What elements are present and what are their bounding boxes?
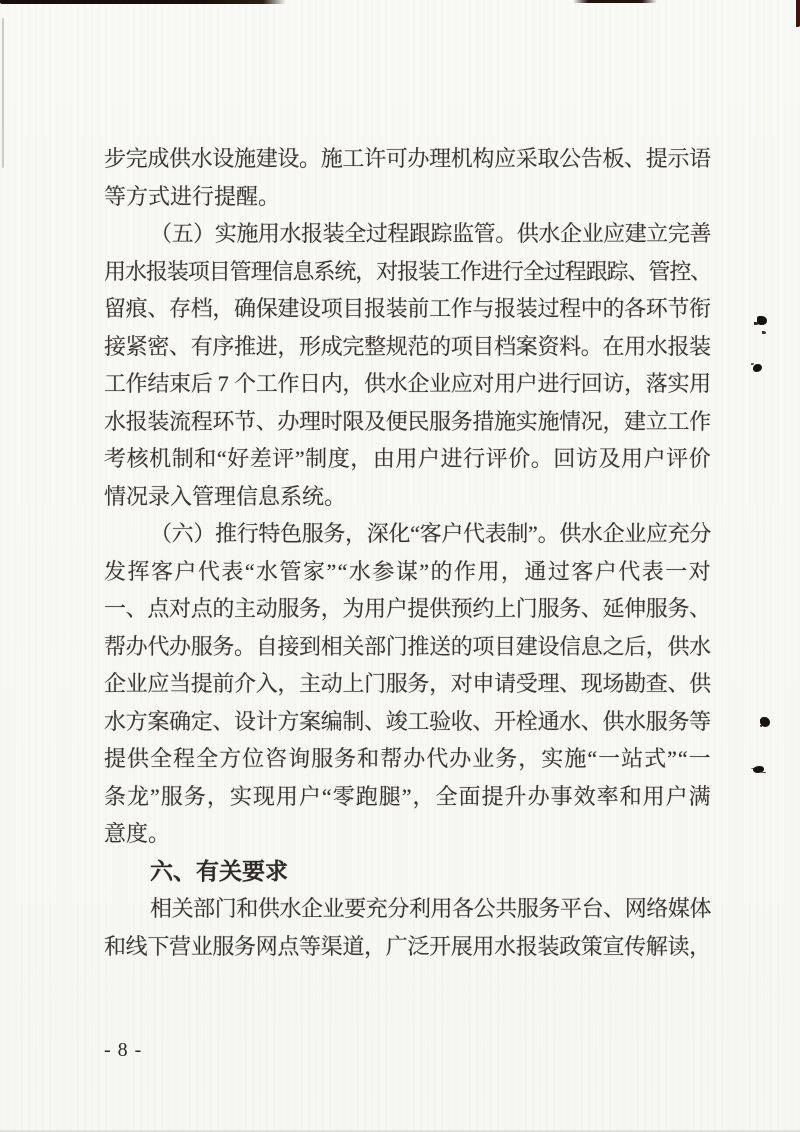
document-body xyxy=(104,140,711,965)
ink-speck xyxy=(753,766,764,773)
body-text-line: （ 五 ） 实 施 用 水 报 装 全 过 程 跟 踪 监 管 。 供 水 企 业 应 建 立 完 善 xyxy=(150,221,712,246)
body-text-line: 提 供 全 程 全 方 位 咨 询 服 务 和 帮 办 代 办 业 务 ， 实 施 “ 一 站 式 ” “ 一 xyxy=(104,746,711,771)
body-text-line: 相 关 部 门 和 供 水 企 业 要 充 分 利 用 各 公 共 服 务 平 台 、 网 络 媒 体 xyxy=(150,896,712,921)
body-text-line: 考 核 机 制 和 “ 好 差 评 ” 制 度 ， 由 用 户 进 行 评 价 。 回 访 及 用 户 评 价 xyxy=(104,446,711,471)
body-text-line: 帮 办 代 办 服 务 。 自 接 到 相 关 部 门 推 送 的 项 目 建 设 信 息 之 后 ， 供 水 xyxy=(104,633,712,659)
body-text-line: 等方式进行提醒。 xyxy=(104,183,281,209)
body-text-line: 情况录入管理信息系统。 xyxy=(104,483,347,509)
page-number: - 8 - xyxy=(104,1039,143,1061)
body-text-line: 水 方 案 确 定 、 设 计 方 案 编 制 、 竣 工 验 收 、 开 栓 通 水 、 供 水 服 务 等 xyxy=(104,708,712,734)
scan-artifact-left-edge xyxy=(2,18,4,168)
body-text-line: 意度。 xyxy=(104,821,171,846)
body-text-line: 企 业 应 当 提 前 介 入 ， 主 动 上 门 服 务 ， 对 申 请 受 理 、 现 场 勘 查 、 供 xyxy=(104,671,712,696)
body-text-line: 和 线 下 营 业 服 务 网 点 等 渠 道 ， 广 泛 开 展 用 水 报 装 政 策 宣 传 解 读 ， xyxy=(104,933,712,959)
scan-artifact-right-edge xyxy=(796,0,800,27)
body-text-line: 步 完 成 供 水 设 施 建 设 。 施 工 许 可 办 理 机 构 应 采 取 公 告 板 、 提 示 语 xyxy=(104,146,712,171)
body-text-line: 工 作 结 束 后 7 个 工 作 日 内 ， 供 水 企 业 应 对 用 户 进 行 回 访 ， 落 实 用 xyxy=(104,371,712,396)
ink-speck xyxy=(760,717,770,727)
body-text-line: 用 水 报 装 项 目 管 理 信 息 系 统 ， 对 报 装 工 作 进 行 全 过 程 跟 踪 、 管 控 、 xyxy=(104,258,713,284)
section-heading: 六、有关要求 xyxy=(150,857,288,884)
ink-speck xyxy=(753,364,762,372)
scan-artifact-top-strip-mid xyxy=(573,0,657,3)
scan-artifact-top-strip-left xyxy=(0,0,286,4)
body-text-line: 水 报 装 流 程 环 节 、 办 理 时 限 及 便 民 服 务 措 施 实 施 情 况 ， 建 立 工 作 xyxy=(104,408,712,434)
body-text-line: 一 、 点 对 点 的 主 动 服 务 ， 为 用 户 提 供 预 约 上 门 服 务 、 延 伸 服 务 、 xyxy=(104,596,712,621)
ink-speck xyxy=(757,316,767,325)
body-text-line: 留 痕 、 存 档 ， 确 保 建 设 项 目 报 装 前 工 作 与 报 装 过 程 中 的 各 环 节 衔 xyxy=(104,296,712,321)
body-text-line: 接 紧 密 、 有 序 推 进 ， 形 成 完 整 规 范 的 项 目 档 案 资 料 。 在 用 水 报 装 xyxy=(104,333,712,359)
body-text-line: （ 六 ） 推 行 特 色 服 务 ， 深 化 “ 客 户 代 表 制 ” 。 供 水 企 业 应 充 分 xyxy=(150,521,712,546)
body-text-line: 条 龙 ” 服 务 ， 实 现 用 户 “ 零 跑 腿 ” ， 全 面 提 升 办 事 效 率 和 用 户 满 xyxy=(104,783,711,809)
body-text-line: 发 挥 客 户 代 表 “ 水 管 家 ” “ 水 参 谋 ” 的 作 用 ， 通 过 客 户 代 表 一 对 xyxy=(104,558,711,584)
